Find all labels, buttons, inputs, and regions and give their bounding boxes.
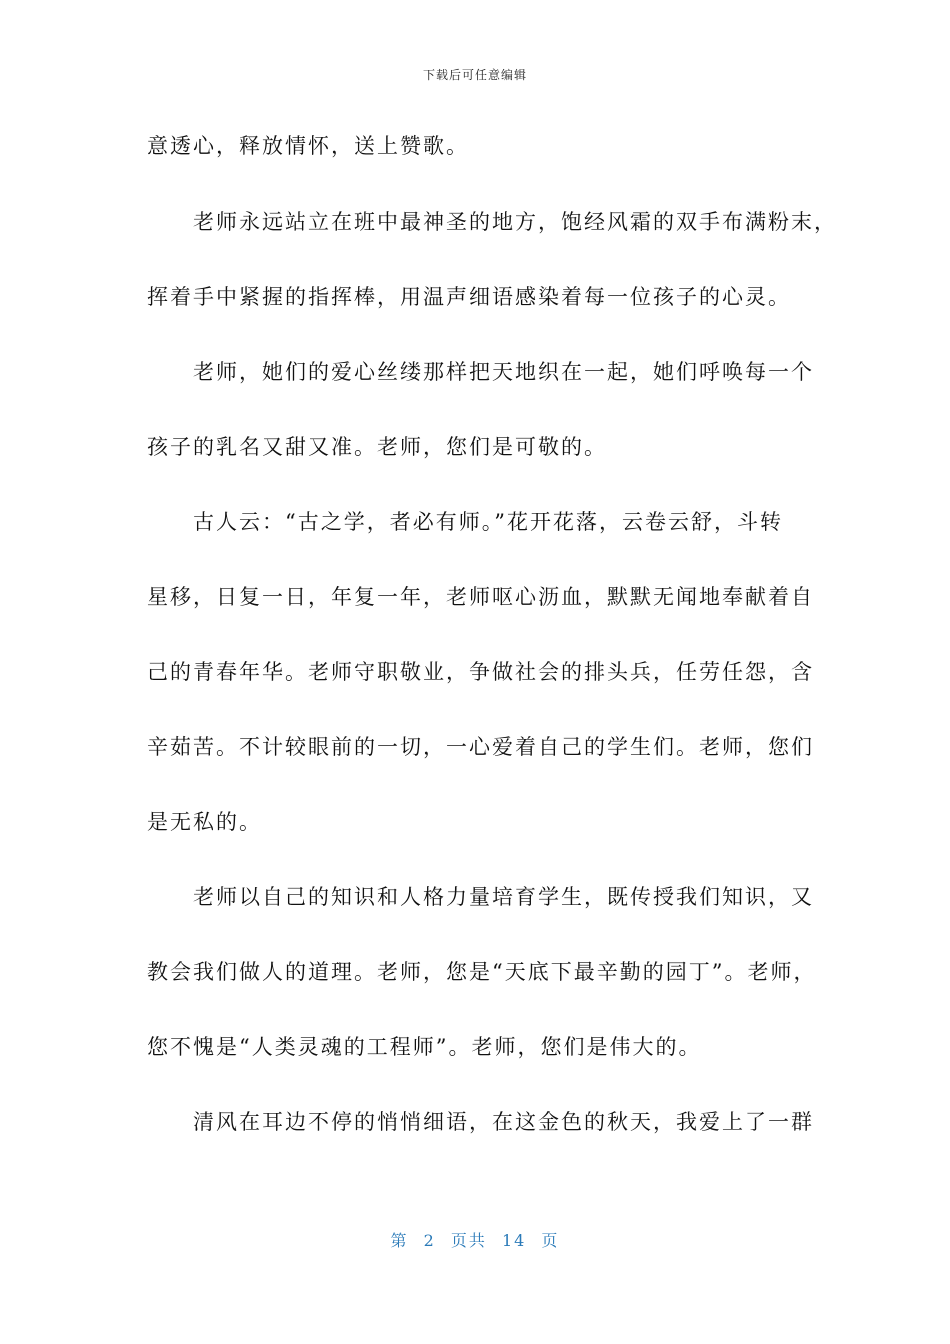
text-line: 辛茹苦。不计较眼前的一切，一心爱着自己的学生们。老师，您们 <box>147 735 814 759</box>
text-line: 老师永远站立在班中最神圣的地方，饱经风霜的双手布满粉末， <box>147 210 837 234</box>
text-line: 是无私的。 <box>147 810 262 834</box>
text-line: 老师，她们的爱心丝缕那样把天地织在一起，她们呼唤每一个 <box>147 360 814 384</box>
text-line: 您不愧是“人类灵魂的工程师”。老师，您们是伟大的。 <box>147 1035 702 1059</box>
text-line: 意透心，释放情怀，送上赞歌。 <box>147 134 469 158</box>
text-line: 孩子的乳名又甜又准。老师，您们是可敬的。 <box>147 435 607 459</box>
text-line: 老师以自己的知识和人格力量培育学生，既传授我们知识，又 <box>147 885 814 909</box>
text-line: 星移，日复一日，年复一年，老师呕心沥血，默默无闻地奉献着自 <box>147 585 814 609</box>
text-line: 己的青春年华。老师守职敬业，争做社会的排头兵，任劳任怨，含 <box>147 660 814 684</box>
text-line: 挥着手中紧握的指挥棒，用温声细语感染着每一位孩子的心灵。 <box>147 285 791 309</box>
text-line: 教会我们做人的道理。老师，您是“天底下最辛勤的园丁”。老师， <box>147 960 817 984</box>
page-footer: 第 2 页共 14 页 <box>390 1231 560 1250</box>
text-line: 清风在耳边不停的悄悄细语，在这金色的秋天，我爱上了一群 <box>147 1110 814 1134</box>
page-header: 下载后可任意编辑 <box>422 68 527 82</box>
text-line: 古人云：“古之学，者必有师。”花开花落，云卷云舒，斗转 <box>147 510 783 534</box>
